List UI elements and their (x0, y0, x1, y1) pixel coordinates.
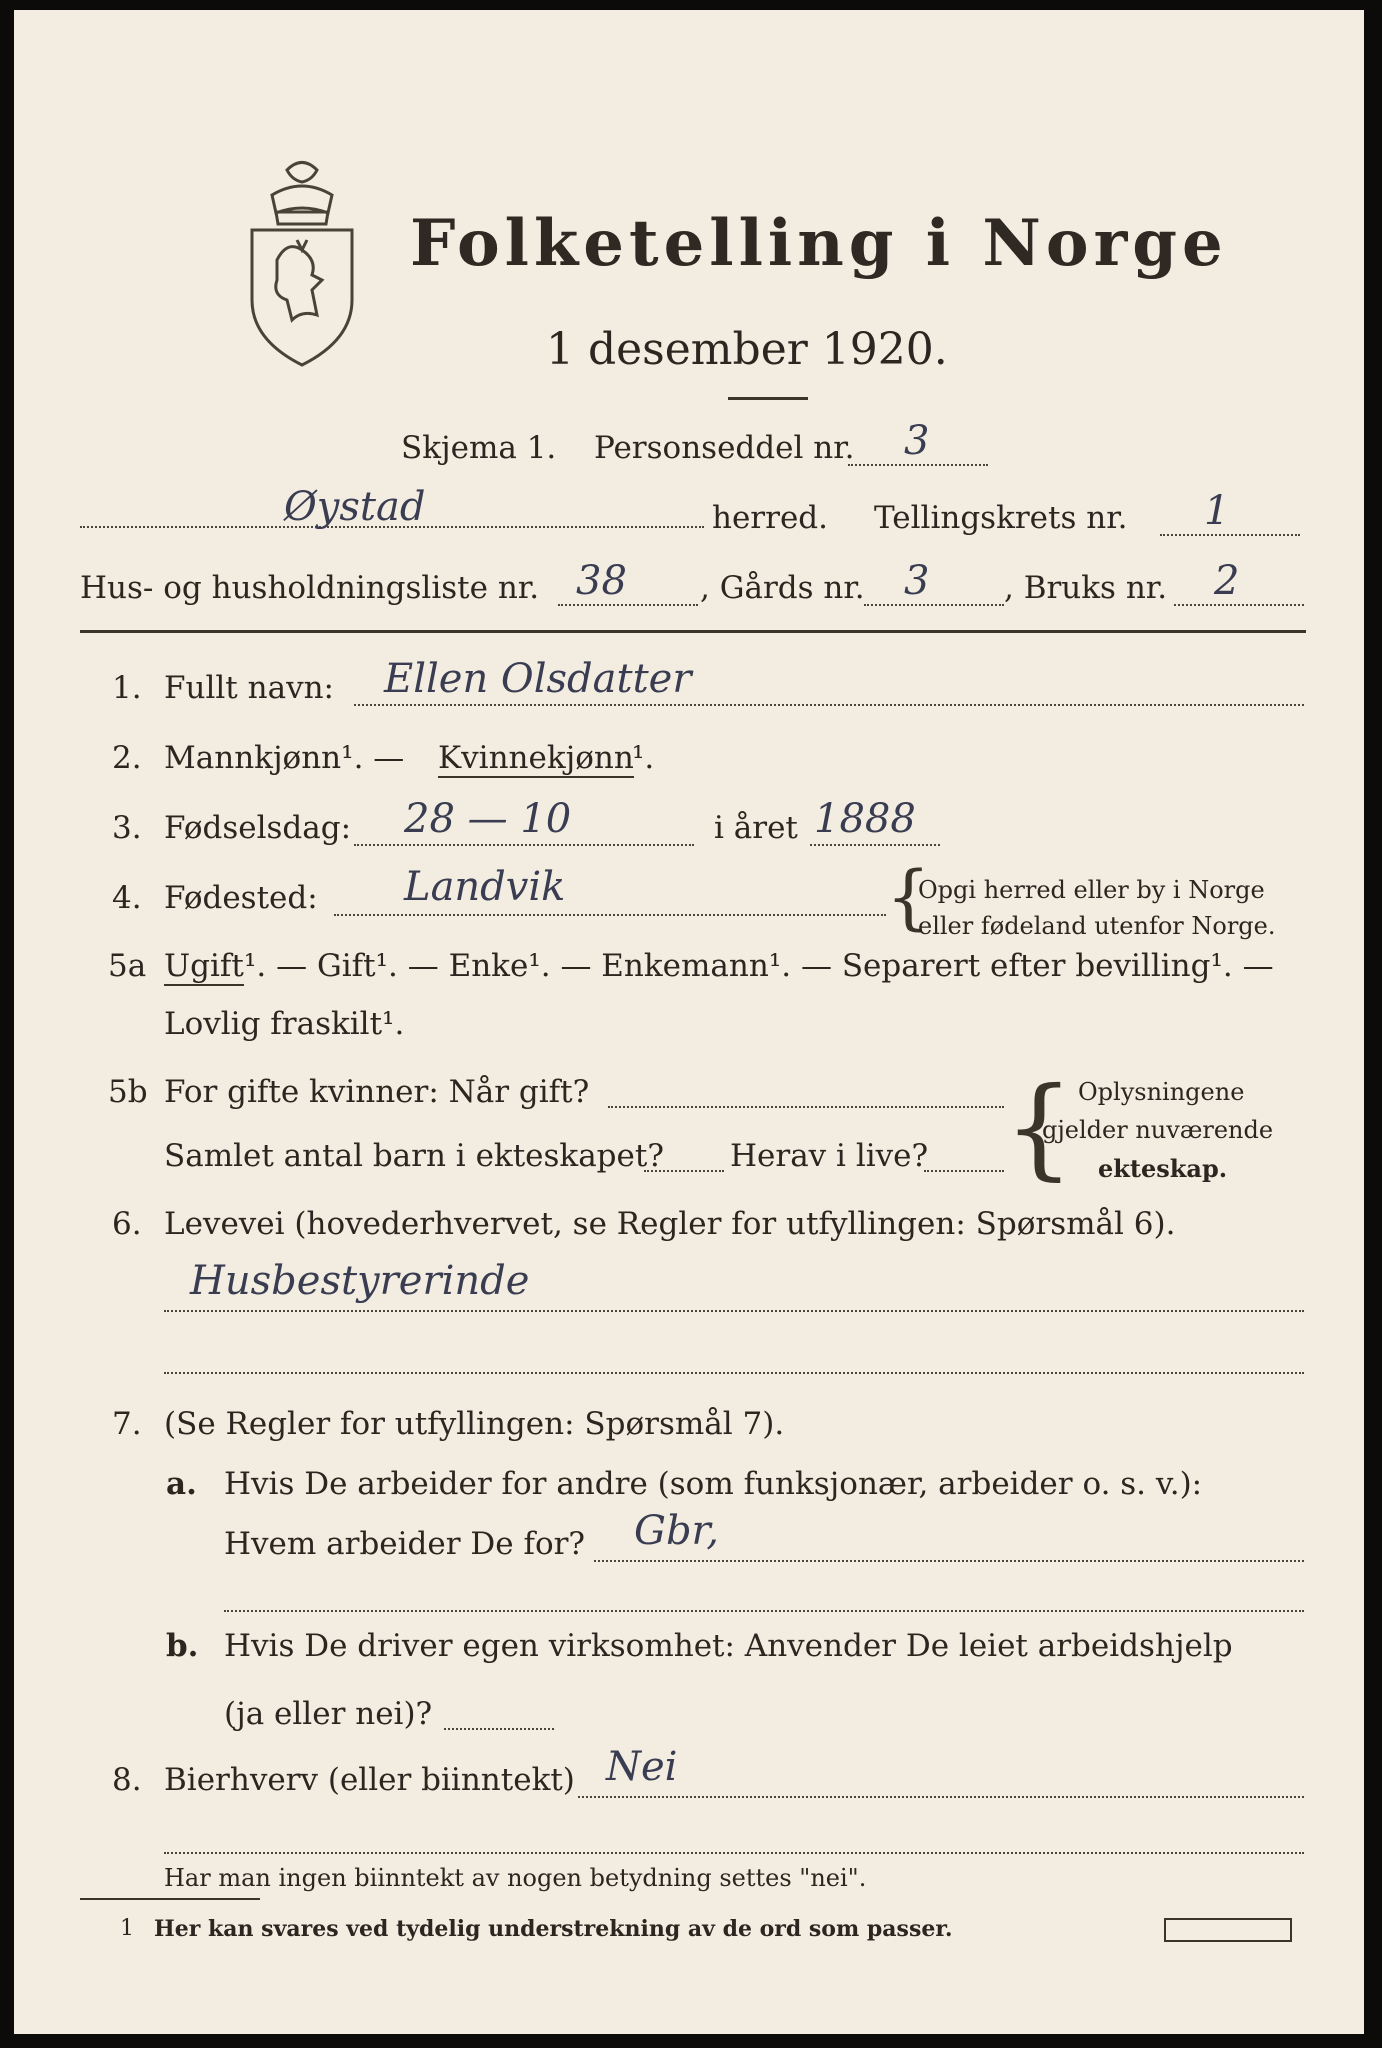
q7b-line1: Hvis De driver egen virksomhet: Anvender De leiet arbeidshjelp (224, 1628, 1233, 1664)
title-divider (728, 397, 808, 400)
q5b-line1: For gifte kvinner: Når gift? (164, 1074, 590, 1110)
q7-number: 7. (112, 1406, 142, 1442)
q1-number: 1. (112, 670, 142, 706)
income-note: Har man ingen biinntekt av nogen betydning settes "nei". (164, 1864, 867, 1892)
bruks-label: , Bruks nr. (1004, 570, 1168, 606)
skjema-label: Skjema 1. (401, 430, 557, 466)
q2-male: Mannkjønn¹. — (164, 740, 405, 776)
q2-female-mark: ¹. (632, 740, 655, 776)
footnote: Her kan svares ved tydelig understrekning av de ord som passer. (154, 1916, 953, 1942)
birthplace-note-2: eller fødeland utenfor Norge. (918, 912, 1276, 940)
q7a-line1: Hvis De arbeider for andre (som funksjonær, arbeider o. s. v.): (224, 1466, 1203, 1502)
year-label: i året (714, 810, 798, 846)
marital-options: ¹. — Gift¹. — Enke¹. — Enkemann¹. — Separert efter bevilling¹. — (244, 948, 1274, 984)
q6-label: Levevei (hovederhvervet, se Regler for utfyllingen: Spørsmål 6). (164, 1206, 1176, 1242)
herred-label: herred. (712, 500, 828, 536)
gards-value[interactable]: 3 (904, 558, 930, 604)
birthplace-value[interactable]: Landvik (404, 864, 566, 910)
q7a-line2: Hvem arbeider De for? (224, 1526, 586, 1562)
q4-label: Fødested: (164, 880, 318, 916)
side-income-value[interactable]: Nei (606, 1744, 678, 1790)
q7b-letter: b. (166, 1628, 199, 1664)
form-title: Folketelling i Norge (410, 206, 1228, 281)
header-rule (80, 630, 1306, 633)
q6-number: 6. (112, 1206, 142, 1242)
q5a-number: 5a (108, 948, 147, 984)
q5b-line2b: Herav i live? (730, 1138, 929, 1174)
birthplace-note-1: Opgi herred eller by i Norge (918, 876, 1265, 904)
husliste-value[interactable]: 38 (576, 558, 627, 604)
q3-number: 3. (112, 810, 142, 846)
q5b-note-1: Oplysningene (1078, 1078, 1245, 1106)
tellingskrets-value[interactable]: 1 (1204, 488, 1230, 534)
full-name-value[interactable]: Ellen Olsdatter (384, 656, 692, 702)
q5b-note-2: gjelder nuværende (1042, 1116, 1274, 1144)
census-form: Folketelling i Norge 1 desember 1920. Skjema 1. Personseddel nr. 3 Øystad herred. Tellingskrets nr. 1 Hus- og husholdningsliste nr. 38 , Gårds nr. 3 , Bruks nr. 2 1. Fullt navn: Ellen Olsdatter 2. Mannkjønn¹. — Kvinnekjønn ¹. 3. Fødselsdag: 28 — 10 i året 1888 4. Fødested: Landvik { Opgi herred eller by i Norge eller fødeland utenfor Norge. 5a Ugift ¹. — Gift¹. — Enke¹. — Enkemann¹. — Separert efter bevilling¹. — Lovlig fraskilt¹. 5b For gifte kvinner: Når gift? Samlet antal barn i ekteskapet? Herav i live? { Oplysningene gjelder nuværende ekteskap. 6. Levevei (hovederhvervet, se Regler for utfyllingen: Spørsmål 6). Husbestyrerinde 7. (Se Regler for utfyllingen: Spørsmål 7). a. Hvis De arbeider for andre (som funksjonær, arbeider o. s. v.): Hvem arbeider De for? Gbr, b. Hvis De driver egen virksomhet: Anvender De leiet arbeidshjelp (ja eller nei)? 8. Bierhverv (eller biinntekt) Nei Har man ingen biinntekt av nogen betydning settes "nei". 1 Her kan svares ved tydelig understrekning av de ord som passer. (14, 10, 1364, 2034)
q5b-number: 5b (108, 1074, 148, 1110)
bruks-value[interactable]: 2 (1214, 558, 1240, 604)
q5b-line2: Samlet antal barn i ekteskapet? (164, 1138, 664, 1174)
q7b-line2: (ja eller nei)? (224, 1696, 433, 1732)
q8-number: 8. (112, 1762, 142, 1798)
printer-stamp (1164, 1918, 1292, 1942)
employer-value[interactable]: Gbr, (634, 1508, 719, 1554)
q2-number: 2. (112, 740, 142, 776)
coat-of-arms-icon (242, 150, 362, 370)
q5b-note-3: ekteskap. (1098, 1154, 1228, 1183)
census-date: 1 desember 1920. (546, 324, 948, 375)
ugift-option[interactable]: Ugift (164, 948, 244, 984)
herred-value[interactable]: Øystad (284, 484, 426, 530)
birth-year-value[interactable]: 1888 (814, 796, 916, 842)
lovlig-fraskilt: Lovlig fraskilt¹. (164, 1006, 405, 1042)
tellingskrets-label: Tellingskrets nr. (874, 500, 1128, 536)
q7a-letter: a. (166, 1466, 197, 1502)
footnote-mark: 1 (120, 1916, 134, 1941)
q3-label: Fødselsdag: (164, 810, 352, 846)
personseddel-value[interactable]: 3 (904, 418, 930, 464)
personseddel-label: Personseddel nr. (594, 430, 855, 466)
husliste-label: Hus- og husholdningsliste nr. (80, 570, 540, 606)
q4-number: 4. (112, 880, 142, 916)
occupation-value[interactable]: Husbestyrerinde (190, 1258, 530, 1304)
q7-label: (Se Regler for utfyllingen: Spørsmål 7). (164, 1406, 785, 1442)
q1-label: Fullt navn: (164, 670, 334, 706)
q2-female[interactable]: Kvinnekjønn (438, 740, 634, 776)
q8-label: Bierhverv (eller biinntekt) (164, 1762, 575, 1798)
birthdate-value[interactable]: 28 — 10 (404, 796, 572, 842)
gards-label: , Gårds nr. (700, 570, 865, 606)
